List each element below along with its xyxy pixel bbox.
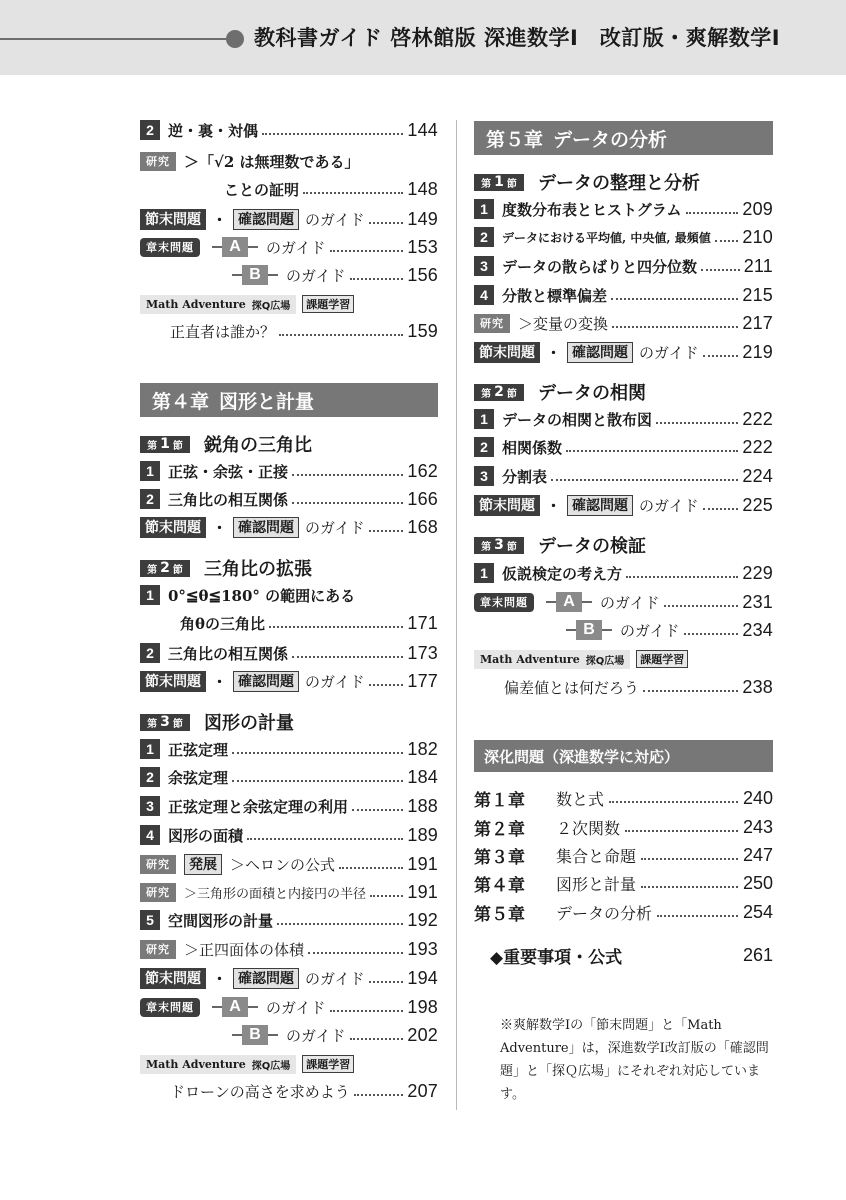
- chapter-number: 第４章: [152, 390, 210, 413]
- dot-leader: [611, 298, 738, 300]
- a-level-icon: A: [222, 237, 248, 257]
- dot-leader: [292, 502, 403, 504]
- toc-entry[interactable]: [140, 148, 438, 174]
- dot-leader: [684, 633, 739, 635]
- toc-entry[interactable]: [474, 492, 773, 518]
- item-number: 2: [140, 643, 160, 663]
- kadai-label: 課題学習: [302, 1055, 354, 1073]
- section-heading: [474, 168, 773, 196]
- guide-suffix: のガイド: [266, 238, 326, 257]
- dot-leader: [566, 450, 738, 452]
- page-number: 171: [407, 612, 438, 633]
- dot-leader: [625, 830, 738, 832]
- deep-problem-entry[interactable]: [474, 814, 773, 840]
- dot-leader: [232, 752, 403, 754]
- page-number: 222: [742, 436, 773, 457]
- toc-entry[interactable]: [140, 318, 438, 344]
- dot-leader: [370, 895, 403, 897]
- toc-entry[interactable]: [140, 1078, 438, 1104]
- dot-leader: [350, 1038, 404, 1040]
- dot-leader: [232, 780, 403, 782]
- item-number: 1: [140, 739, 160, 759]
- toc-entry[interactable]: [474, 617, 773, 643]
- entry-title: 度数分布表とヒストグラム: [502, 200, 682, 219]
- toc-entry[interactable]: [140, 793, 438, 819]
- entry-title: ＞変量の変換: [518, 314, 609, 333]
- deep-chapter: 第２章: [474, 819, 525, 840]
- page-number: 238: [742, 676, 773, 697]
- section-title: データの検証: [538, 536, 646, 557]
- chapter-heading: [474, 121, 773, 155]
- deep-problem-entry[interactable]: [474, 785, 773, 811]
- toc-entry[interactable]: [474, 253, 773, 279]
- a-level-marker: [212, 997, 258, 1017]
- dot-leader: [643, 690, 738, 692]
- dot-leader: [369, 981, 404, 983]
- guide-suffix: のガイド: [286, 1026, 346, 1045]
- page-number: 250: [742, 872, 773, 893]
- chapter-title: データの分析: [553, 128, 668, 151]
- separator: ・: [546, 496, 562, 515]
- entry-title: 角θの三角比: [180, 614, 266, 633]
- separator: ・: [546, 343, 562, 362]
- section-heading: [140, 554, 438, 582]
- dot-leader: [609, 801, 738, 803]
- page-number: 159: [407, 320, 438, 341]
- deep-chapter: 第１章: [474, 790, 525, 811]
- toc-entry[interactable]: [474, 310, 773, 336]
- footnote: ※爽解数学Ⅰの「節末問題」と「Math Adventure」は，深進数学Ⅰ改訂版の「確認問題」と「探Ｑ広場」にそれぞれ対応しています。: [500, 1018, 769, 1102]
- toc-entry[interactable]: [140, 514, 438, 540]
- section-heading: [474, 378, 773, 406]
- ma-label-text: Math Adventure: [146, 1057, 246, 1071]
- guide-suffix: のガイド: [305, 210, 365, 229]
- dot-leader: [369, 222, 404, 224]
- column-divider: [456, 120, 457, 1110]
- entry-title: 空間図形の計量: [168, 911, 274, 930]
- deep-title: 図形と計量: [556, 874, 637, 894]
- section-heading: [474, 531, 773, 559]
- kenkyu-tag: 研究: [140, 883, 176, 902]
- dot-leader: [330, 250, 404, 252]
- dot-leader: [292, 656, 403, 658]
- separator: ・: [212, 518, 228, 537]
- item-number: 5: [140, 910, 160, 930]
- section-title: 鋭角の三角比: [204, 435, 312, 456]
- b-level-marker: [566, 620, 612, 640]
- header-title: 教科書ガイド 啓林館版 深進数学Ⅰ 改訂版・爽解数学Ⅰ: [254, 26, 781, 50]
- toc-entry[interactable]: [140, 486, 438, 512]
- dot-leader: [339, 867, 403, 869]
- important-formulas-entry[interactable]: [474, 941, 773, 969]
- page-number: 229: [742, 562, 773, 583]
- page-number: 173: [407, 642, 438, 663]
- guide-suffix: のガイド: [620, 621, 680, 640]
- page-number: 144: [407, 119, 438, 140]
- item-number: 2: [140, 489, 160, 509]
- guide-suffix: のガイド: [639, 496, 699, 515]
- entry-title: データにおける平均値, 中央値, 最頻値: [502, 230, 711, 245]
- entry-title: 正弦定理と余弦定理の利用: [168, 797, 349, 816]
- dot-leader: [641, 858, 738, 860]
- dot-leader: [354, 1094, 404, 1096]
- toc-entry[interactable]: [474, 339, 773, 365]
- toc-entry[interactable]: [474, 434, 773, 460]
- math-adventure-label: [140, 294, 354, 314]
- separator: ・: [212, 672, 228, 691]
- entry-title: 三角比の相互関係: [168, 490, 289, 509]
- toc-entry[interactable]: [140, 907, 438, 933]
- shoumatsu-tag: 章末問題: [474, 593, 534, 612]
- toc-entry[interactable]: [140, 640, 438, 666]
- dot-leader: [715, 240, 739, 242]
- dot-leader: [612, 326, 738, 328]
- toc-entry[interactable]: [140, 206, 438, 232]
- dot-leader: [330, 1010, 404, 1012]
- entry-title: 偏差値とは何だろう: [504, 678, 640, 697]
- entry-title: データの散らばりと四分位数: [502, 257, 698, 276]
- separator: ・: [212, 969, 228, 988]
- deep-title: データの分析: [556, 903, 653, 923]
- chapter-title: 図形と計量: [219, 390, 315, 413]
- toc-entry[interactable]: [140, 965, 438, 991]
- toc-entry[interactable]: [474, 589, 773, 615]
- deep-chapter: 第５章: [474, 904, 525, 925]
- deep-title: 集合と命題: [556, 846, 637, 866]
- toc-entry[interactable]: [474, 406, 773, 432]
- dot-leader: [686, 212, 739, 214]
- setsumatsu-label: 節末問題: [474, 342, 540, 363]
- b-level-marker: [232, 1025, 278, 1045]
- dot-leader: [657, 915, 738, 917]
- kenkyu-tag: 研究: [140, 152, 176, 171]
- toc-entry[interactable]: [140, 582, 438, 608]
- toc-entry-continued[interactable]: [140, 176, 438, 202]
- item-number: 1: [140, 585, 160, 605]
- item-number: 2: [140, 120, 160, 140]
- entry-title: 逆・裏・対偶: [168, 121, 259, 140]
- toc-entry[interactable]: [140, 262, 438, 288]
- guide-suffix: のガイド: [639, 343, 699, 362]
- tanq-label: 探Q広場: [251, 300, 291, 312]
- setsumatsu-label: 節末問題: [140, 968, 206, 989]
- setsumatsu-label: 節末問題: [140, 517, 206, 538]
- dot-leader: [277, 923, 403, 925]
- b-level-icon: B: [576, 620, 602, 640]
- tanq-label: 探Q広場: [251, 1060, 291, 1072]
- page-number: 194: [407, 967, 438, 988]
- section-badge: 第 1 節: [140, 436, 190, 453]
- page-number: 243: [742, 816, 773, 837]
- chapter-number: 第５章: [486, 128, 544, 151]
- toc-entry[interactable]: [140, 994, 438, 1020]
- a-level-marker: [212, 237, 258, 257]
- page-number: 217: [742, 312, 773, 333]
- kakunin-label: 確認問題: [233, 968, 299, 989]
- page-number: 240: [742, 787, 773, 808]
- deep-chapter: 第４章: [474, 875, 525, 896]
- guide-suffix: のガイド: [305, 672, 365, 691]
- toc-entry[interactable]: [140, 668, 438, 694]
- guide-suffix: のガイド: [305, 969, 365, 988]
- dot-leader: [703, 355, 739, 357]
- section-badge: 第 3 節: [140, 714, 190, 731]
- entry-title: 図形の面積: [168, 826, 244, 845]
- entry-title: ことの証明: [224, 180, 300, 199]
- item-number: 2: [140, 767, 160, 787]
- dot-leader: [641, 886, 738, 888]
- item-number: 1: [474, 409, 494, 429]
- toc-entry[interactable]: [474, 196, 773, 222]
- page-number: 188: [407, 795, 438, 816]
- header-rule: [0, 38, 228, 40]
- page-number: 162: [407, 460, 438, 481]
- toc-entry[interactable]: [140, 936, 438, 962]
- toc-entry[interactable]: [140, 458, 438, 484]
- item-number: 4: [140, 825, 160, 845]
- toc-entry[interactable]: [140, 1022, 438, 1048]
- page-number: 219: [742, 341, 773, 362]
- toc-entry[interactable]: [140, 234, 438, 260]
- kakunin-label: 確認問題: [567, 495, 633, 516]
- entry-title: ＞「√2 は無理数である」: [184, 152, 360, 171]
- section-heading: [140, 708, 438, 736]
- dot-leader: [703, 508, 739, 510]
- page-number: 191: [407, 881, 438, 902]
- kenkyu-tag: 研究: [140, 855, 176, 874]
- setsumatsu-label: 節末問題: [140, 671, 206, 692]
- deep-problem-entry[interactable]: [474, 899, 773, 925]
- kadai-label: 課題学習: [302, 295, 354, 313]
- guide-suffix: のガイド: [600, 593, 660, 612]
- entry-title: ドローンの高さを求めよう: [170, 1082, 350, 1101]
- dot-leader: [626, 576, 738, 578]
- math-adventure-label: [140, 1054, 354, 1074]
- page-number: 156: [407, 264, 438, 285]
- page-number: 189: [407, 824, 438, 845]
- section-title: 三角比の拡張: [204, 559, 312, 580]
- header-bullet-icon: [226, 30, 244, 48]
- entry-title: 正弦・余弦・正接: [168, 462, 289, 481]
- ma-label-text: Math Adventure: [146, 297, 246, 311]
- entry-title: ＞三角形の面積と内接円の半径: [184, 886, 367, 902]
- page-number: 153: [407, 236, 438, 257]
- toc-entry[interactable]: [474, 560, 773, 586]
- math-adventure-label: [474, 649, 688, 669]
- section-badge: 第 1 節: [474, 174, 524, 191]
- dot-leader: [292, 474, 403, 476]
- page-number: 209: [742, 198, 773, 219]
- item-number: 3: [140, 796, 160, 816]
- b-level-icon: B: [242, 1025, 268, 1045]
- important-title: ◆重要事項・公式: [490, 947, 623, 968]
- dot-leader: [369, 530, 404, 532]
- page-number: 177: [407, 670, 438, 691]
- item-number: 1: [140, 461, 160, 481]
- entry-title: 0°≦θ≦180° の範囲にある: [168, 586, 356, 605]
- dot-leader: [350, 278, 404, 280]
- page-number: 225: [742, 494, 773, 515]
- deep-chapter: 第３章: [474, 847, 525, 868]
- page-number: 166: [407, 488, 438, 509]
- dot-leader: [352, 809, 403, 811]
- item-number: 3: [474, 466, 494, 486]
- entry-title: 余弦定理: [168, 768, 229, 787]
- kakunin-label: 確認問題: [567, 342, 633, 363]
- a-level-icon: A: [556, 592, 582, 612]
- dot-leader: [664, 605, 739, 607]
- kakunin-label: 確認問題: [233, 517, 299, 538]
- chapter-heading: [140, 383, 438, 417]
- section-badge: 第 2 節: [140, 560, 190, 577]
- toc-entry-continued[interactable]: [140, 610, 438, 636]
- dot-leader: [247, 838, 403, 840]
- entry-title: ＞ヘロンの公式: [230, 855, 336, 874]
- dot-leader: [279, 334, 403, 336]
- setsumatsu-label: 節末問題: [140, 209, 206, 230]
- section-title: 図形の計量: [204, 713, 294, 734]
- entry-title: 分散と標準偏差: [502, 286, 608, 305]
- page-number: 198: [407, 996, 438, 1017]
- dot-leader: [303, 192, 403, 194]
- b-level-marker: [232, 265, 278, 285]
- page-number: 222: [742, 408, 773, 429]
- entry-title: 正弦定理: [168, 740, 229, 759]
- item-number: 3: [474, 256, 494, 276]
- deep-problem-entry[interactable]: [474, 870, 773, 896]
- page-number: 207: [407, 1080, 438, 1101]
- guide-suffix: のガイド: [305, 518, 365, 537]
- page-number: 149: [407, 208, 438, 229]
- item-number: 2: [474, 227, 494, 247]
- section-title: データの相関: [538, 383, 646, 404]
- page-number: 148: [407, 178, 438, 199]
- entry-title: 仮説検定の考え方: [502, 564, 623, 583]
- page-number: 247: [742, 844, 773, 865]
- guide-suffix: のガイド: [286, 266, 346, 285]
- entry-title: 相関係数: [502, 438, 563, 457]
- toc-entry[interactable]: [140, 764, 438, 790]
- section-title: データの整理と分析: [538, 173, 700, 194]
- ma-label-text: Math Adventure: [480, 652, 580, 666]
- item-number: 2: [474, 437, 494, 457]
- section-badge: 第 3 節: [474, 537, 524, 554]
- page-number: 224: [742, 465, 773, 486]
- entry-title: 分割表: [502, 467, 548, 486]
- page-number: 168: [407, 516, 438, 537]
- toc-entry[interactable]: [474, 463, 773, 489]
- page-number: 211: [743, 255, 773, 276]
- dot-leader: [269, 626, 403, 628]
- entry-title: ＞正四面体の体積: [184, 940, 305, 959]
- page-number: 234: [742, 619, 773, 640]
- toc-entry[interactable]: [140, 822, 438, 848]
- kakunin-label: 確認問題: [233, 209, 299, 230]
- page-number: 210: [742, 226, 773, 247]
- toc-entry[interactable]: [140, 879, 438, 905]
- page-number: 192: [407, 909, 438, 930]
- kenkyu-tag: 研究: [474, 314, 510, 333]
- page-number: 182: [407, 738, 438, 759]
- entry-title: データの相関と散布図: [502, 410, 653, 429]
- item-number: 4: [474, 285, 494, 305]
- dot-leader: [656, 422, 738, 424]
- shoumatsu-tag: 章末問題: [140, 998, 200, 1017]
- dot-leader: [551, 479, 738, 481]
- page-number: 184: [407, 766, 438, 787]
- entry-title: 三角比の相互関係: [168, 644, 289, 663]
- toc-entry[interactable]: [140, 851, 438, 877]
- dot-leader: [369, 684, 404, 686]
- tanq-label: 探Q広場: [585, 655, 625, 667]
- dot-leader: [262, 133, 403, 135]
- entry-title: 正直者は誰か？: [170, 322, 276, 341]
- toc-entry[interactable]: [474, 674, 773, 700]
- a-level-icon: A: [222, 997, 248, 1017]
- item-number: 1: [474, 199, 494, 219]
- page-number: 215: [742, 284, 773, 305]
- page-number: 191: [407, 853, 438, 874]
- page-number: 231: [742, 591, 773, 612]
- page-number: 193: [407, 938, 438, 959]
- b-level-icon: B: [242, 265, 268, 285]
- section-badge: 第 2 節: [474, 384, 524, 401]
- toc-entry[interactable]: [474, 282, 773, 308]
- page-number: 254: [742, 901, 773, 922]
- item-number: 1: [474, 563, 494, 583]
- page-header: [0, 0, 846, 75]
- setsumatsu-label: 節末問題: [474, 495, 540, 516]
- a-level-marker: [546, 592, 592, 612]
- guide-suffix: のガイド: [266, 998, 326, 1017]
- page-number: 202: [407, 1024, 438, 1045]
- deep-problem-entry[interactable]: [474, 842, 773, 868]
- deep-title: ２次関数: [556, 818, 621, 838]
- hatten-label: 発展: [184, 854, 222, 875]
- toc-entry[interactable]: [474, 224, 773, 250]
- page-number: 261: [742, 944, 773, 965]
- kadai-label: 課題学習: [636, 650, 688, 668]
- toc-entry[interactable]: [140, 117, 438, 143]
- deep-problems-heading: 深化問題（深進数学に対応）: [474, 740, 773, 772]
- dot-leader: [308, 952, 403, 954]
- section-heading: [140, 430, 438, 458]
- kenkyu-tag: 研究: [140, 940, 176, 959]
- deep-title: 数と式: [556, 789, 605, 809]
- kakunin-label: 確認問題: [233, 671, 299, 692]
- separator: ・: [212, 210, 228, 229]
- shoumatsu-tag: 章末問題: [140, 238, 200, 257]
- toc-entry[interactable]: [140, 736, 438, 762]
- dot-leader: [701, 269, 740, 271]
